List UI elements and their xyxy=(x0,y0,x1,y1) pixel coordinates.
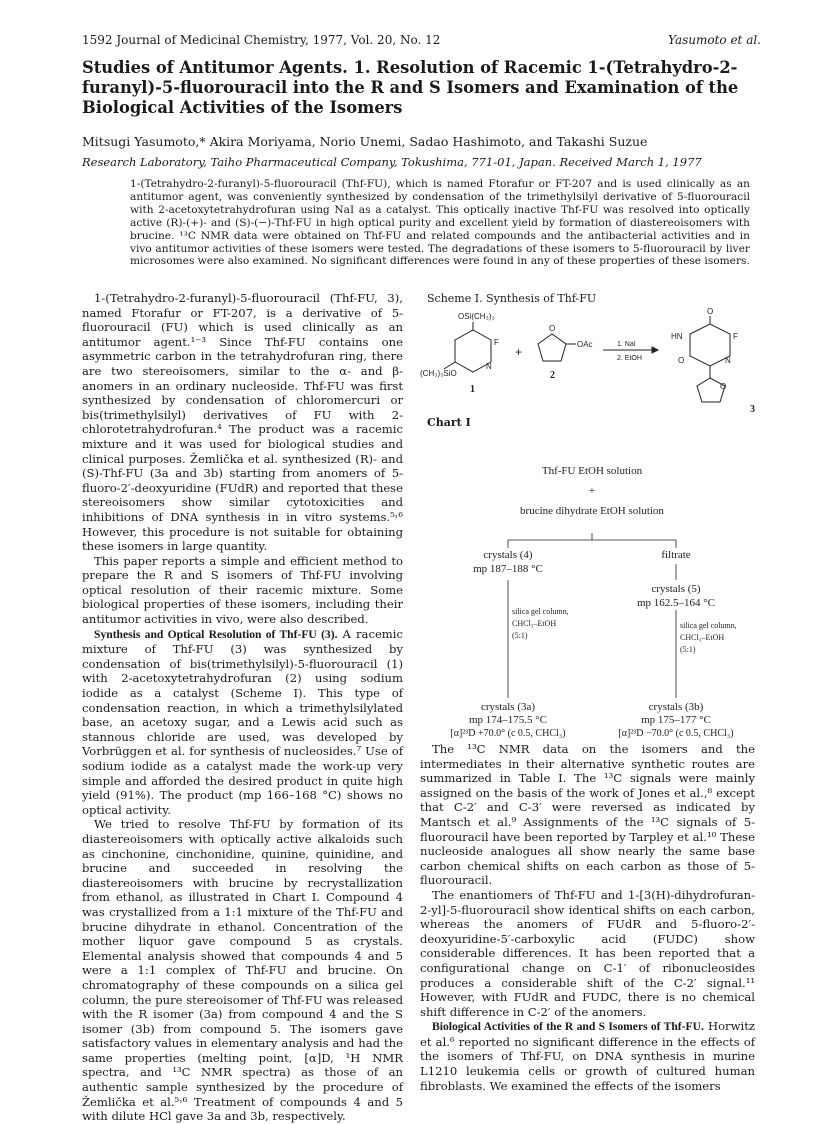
crystals-4-label: crystals (4) xyxy=(483,549,533,561)
crystals-4-mp: mp 187–188 °C xyxy=(473,563,543,575)
author-list: Mitsugi Yasumoto,* Akira Moriyama, Norio Unemi, Sadao Hashimoto, and Takashi Suzue xyxy=(82,134,648,149)
silica-condition-b-2: CHCl₃–EtOH xyxy=(680,633,725,642)
nitrogen-label-3: N xyxy=(725,356,731,365)
filtrate-label: filtrate xyxy=(661,549,691,561)
paragraph: This paper reports a simple and efficient method to prepare the R and S isomers of Thf-FU involving optical resolution of their racemic mixture. Some biological properties of these isomers, including their antitumor activities in vivo, were also described. xyxy=(82,553,403,627)
arrow-reagent-1: 1. NaI xyxy=(617,341,636,348)
crystals-3a-rotation: [α]²³D +70.0° (c 0.5, CHCl₃) xyxy=(450,728,566,739)
chart-plus: + xyxy=(588,485,596,497)
crystals-3b-label: crystals (3b) xyxy=(648,701,704,713)
fluorine-label-3: F xyxy=(733,332,738,341)
paragraph xyxy=(420,1019,755,1093)
crystals-3b-mp: mp 175–177 °C xyxy=(641,714,711,726)
plus-sign: + xyxy=(515,345,523,359)
paragraph xyxy=(82,627,403,818)
paragraph: 1-(Tetrahydro-2-furanyl)-5-fluorouracil (Thf-FU, 3), named Ftorafur or FT-207, is a derivative of 5-fluorouracil (FU) which is used clinically as an antitumor agent.¹⁻³ Since Thf-FU contains one asymmetric carbon in the tetrahydrofuran ring, there are two stereoisomers, similar to the α- and β-anomers in an ordinary nucleoside. Thf-FU was first synthesized by condensation of chloromercuri or bis(trimethylsilyl) derivatives of FU with 2-chlorotetrahydrofuran.⁴ The product was a racemic mixture and it was used for biological studies and clinical purposes. Žemlička et al. synthesized (R)- and (S)-Thf-FU (3a and 3b) starting from anomers of 5-fluoro-2′-deoxyuridine (FUdR) and reported that these stereoisomers show similar cytotoxicities and inhibitions of DNA synthesis in in vitro systems.⁵˒⁶ However, this procedure is not suitable for obtaining these isomers in large quantity. xyxy=(82,291,403,554)
running-header-left: 1592 Journal of Medicinal Chemistry, 1977, Vol. 20, No. 12 xyxy=(82,33,441,47)
pyrimidine-ring-3 xyxy=(690,324,730,366)
oac-label: OAc xyxy=(577,340,593,349)
chart-step-2: brucine dihydrate EtOH solution xyxy=(520,505,664,517)
osi-label: OSi(CH₃)₃ xyxy=(458,312,495,321)
paragraph-text: Horwitz et al.⁶ reported no significant difference in the effects of the isomers of Thf-FU, on DNA synthesis in murine L1210 leukemia cells or growth of cultured human fibroblasts. We examined the effects of the isomers xyxy=(420,1019,755,1093)
thf-oxygen-label: O xyxy=(720,382,727,391)
crystals-5-mp: mp 162.5–164 °C xyxy=(636,597,716,609)
fluorine-label: F xyxy=(494,338,499,347)
right-column xyxy=(420,742,755,1093)
section-heading: Biological Activities of the R and S Isomers of Thf-FU. xyxy=(432,1020,704,1034)
resolution-chart xyxy=(420,430,760,740)
compound-number-2: 2 xyxy=(550,370,555,381)
paragraph: We tried to resolve Thf-FU by formation of its diastereoisomers with optically active alkaloids such as cinchonine, cinchonidine, quinine, quinidine, and brucine and succeeded in resolving the diastereoisomers with brucine by recrystallization from ethanol, as illustrated in Chart I. Compound 4 was crystallized from a 1:1 mixture of the Thf-FU and brucine dihydrate in ethanol. Concentration of the mother liquor gave compound 5 as crystals. Elemental analysis showed that compounds 4 and 5 were a 1:1 complex of Thf-FU and brucine. On chromatography of these compounds on a silica gel column, the pure stereoisomer of Thf-FU was released with the R isomer (3a) from compound 4 and the S isomer (3b) from compound 5. The isomers gave satisfactory values in elementary analysis and had the same properties (melting point, [α]D, ¹H NMR spectra, and ¹³C NMR spectra) as those of an authentic sample synthesized by the procedure of Žemlička et al.⁵˒⁶ Treatment of compounds 4 and 5 with dilute HCl gave 3a and 3b, respectively. xyxy=(82,817,403,1124)
paragraph-text: A racemic mixture of Thf-FU (3) was synthesized by condensation of bis(trimethylsilyl)-5-fluorouracil (1) with 2-acetoxytetrahydrofuran (2) using sodium iodide as a catalyst (Scheme I). This type of condensation reaction, in which a trimethylsilylated base, an acetoxy sugar, and a Lewis acid such as stannous chloride are used, was developed by Vorbrüggen et al. for synthesis of nucleosides.⁷ Use of sodium iodide as a catalyst made the work-up very simple and afforded the desired product in quite high yield (91%). The product (mp 166–168 °C) shows no optical activity. xyxy=(82,626,404,817)
section-heading: Synthesis and Optical Resolution of Thf-FU (3). xyxy=(94,627,338,641)
affiliation: Research Laboratory, Taiho Pharmaceutical Company, Tokushima, 771-01, Japan. Received March 1, 1977 xyxy=(82,155,702,169)
crystals-3a-mp: mp 174–175.5 °C xyxy=(468,714,548,726)
tms-o-label: (CH₃)₃SiO xyxy=(420,369,457,378)
ring-oxygen-label: O xyxy=(549,324,556,333)
thf-ring-2 xyxy=(538,334,566,361)
chart-step-1: Thf-FU EtOH solution xyxy=(541,465,643,477)
paragraph: The enantiomers of Thf-FU and 1-[3(H)-dihydrofuran-2-yl]-5-fluorouracil show identical shifts on each carbon, whereas the anomers of FUdR and 5-fluoro-2′-deoxyuridine-5′-carboxylic acid (FUDC) show considerable differences. It has been reported that a configurational change on C-1′ of ribonucleosides produces a considerable shift of the C-2′ signal.¹¹ However, with FUdR and FUDC, there is no chemical shift difference in C-2′ of the anomers. xyxy=(420,887,755,1019)
left-column xyxy=(82,291,403,1124)
silica-condition-b-3: (5:1) xyxy=(680,645,696,654)
crystals-3a-label: crystals (3a) xyxy=(480,701,536,713)
nh-label: HN xyxy=(671,332,683,341)
scheme-caption: Scheme I. Synthesis of Thf-FU xyxy=(427,292,597,305)
crystals-3b-rotation: [α]²³D −70.0° (c 0.5, CHCl₃) xyxy=(618,728,734,739)
nitrogen-label: N xyxy=(486,362,492,371)
chart-label: Chart I xyxy=(427,416,471,429)
paper-title: Studies of Antitumor Agents. 1. Resolution of Racemic 1-(Tetrahydro-2-furanyl)-5-fluorouracil into the R and S Isomers and Examination of the Biological Activities of the Isomers xyxy=(82,58,739,117)
synthesis-scheme xyxy=(420,306,760,416)
running-header-right: Yasumoto et al. xyxy=(667,33,761,47)
compound-number-3: 3 xyxy=(750,404,755,415)
carbonyl-oxygen-top: O xyxy=(707,307,714,316)
silica-condition-a-3: (5:1) xyxy=(512,631,528,640)
silica-condition-b-1: silica gel column, xyxy=(680,621,737,630)
abstract: 1-(Tetrahydro-2-furanyl)-5-fluorouracil (Thf-FU), which is named Ftorafur or FT-207 and is used clinically as an antitumor agent, was conveniently synthesized by condensation of the trimethylsilyl derivative of 5-fluorouracil with 2-acetoxytetrahydrofuran using NaI as a catalyst. This optically inactive Thf-FU was resolved into optically active (R)-(+)- and (S)-(−)-Thf-FU in high optical purity and excellent yield by formation of diastereoisomers with brucine. ¹³C NMR data were obtained on Thf-FU and related compounds and the antibacterial activities and in vivo antitumor activities of these isomers were tested. The degradations of these isomers to 5-fluorouracil by liver microsomes were also examined. No significant differences were found in any of these properties of these isomers. xyxy=(130,178,750,268)
crystals-5-label: crystals (5) xyxy=(651,583,701,595)
paragraph: The ¹³C NMR data on the isomers and the intermediates in their alternative synthetic routes are summarized in Table I. The ¹³C signals were mainly assigned on the basis of the work of Jones et al.,⁸ except that C-2′ and C-3′ were reversed as indicated by Mantsch et al.⁹ Assignments of the ¹³C signals of 5-fluorouracil have been reported by Tarpley et al.¹⁰ These nucleoside analogues all show nearly the same base carbon chemical shifts on each carbon as those of 5-fluorouracil. xyxy=(420,742,755,888)
silica-condition-a-1: silica gel column, xyxy=(512,607,569,616)
arrow-reagent-2: 2. EtOH xyxy=(617,355,642,362)
silica-condition-a-2: CHCl₃–EtOH xyxy=(512,619,557,628)
carbonyl-oxygen-left: O xyxy=(678,356,685,365)
compound-number-1: 1 xyxy=(470,384,475,395)
